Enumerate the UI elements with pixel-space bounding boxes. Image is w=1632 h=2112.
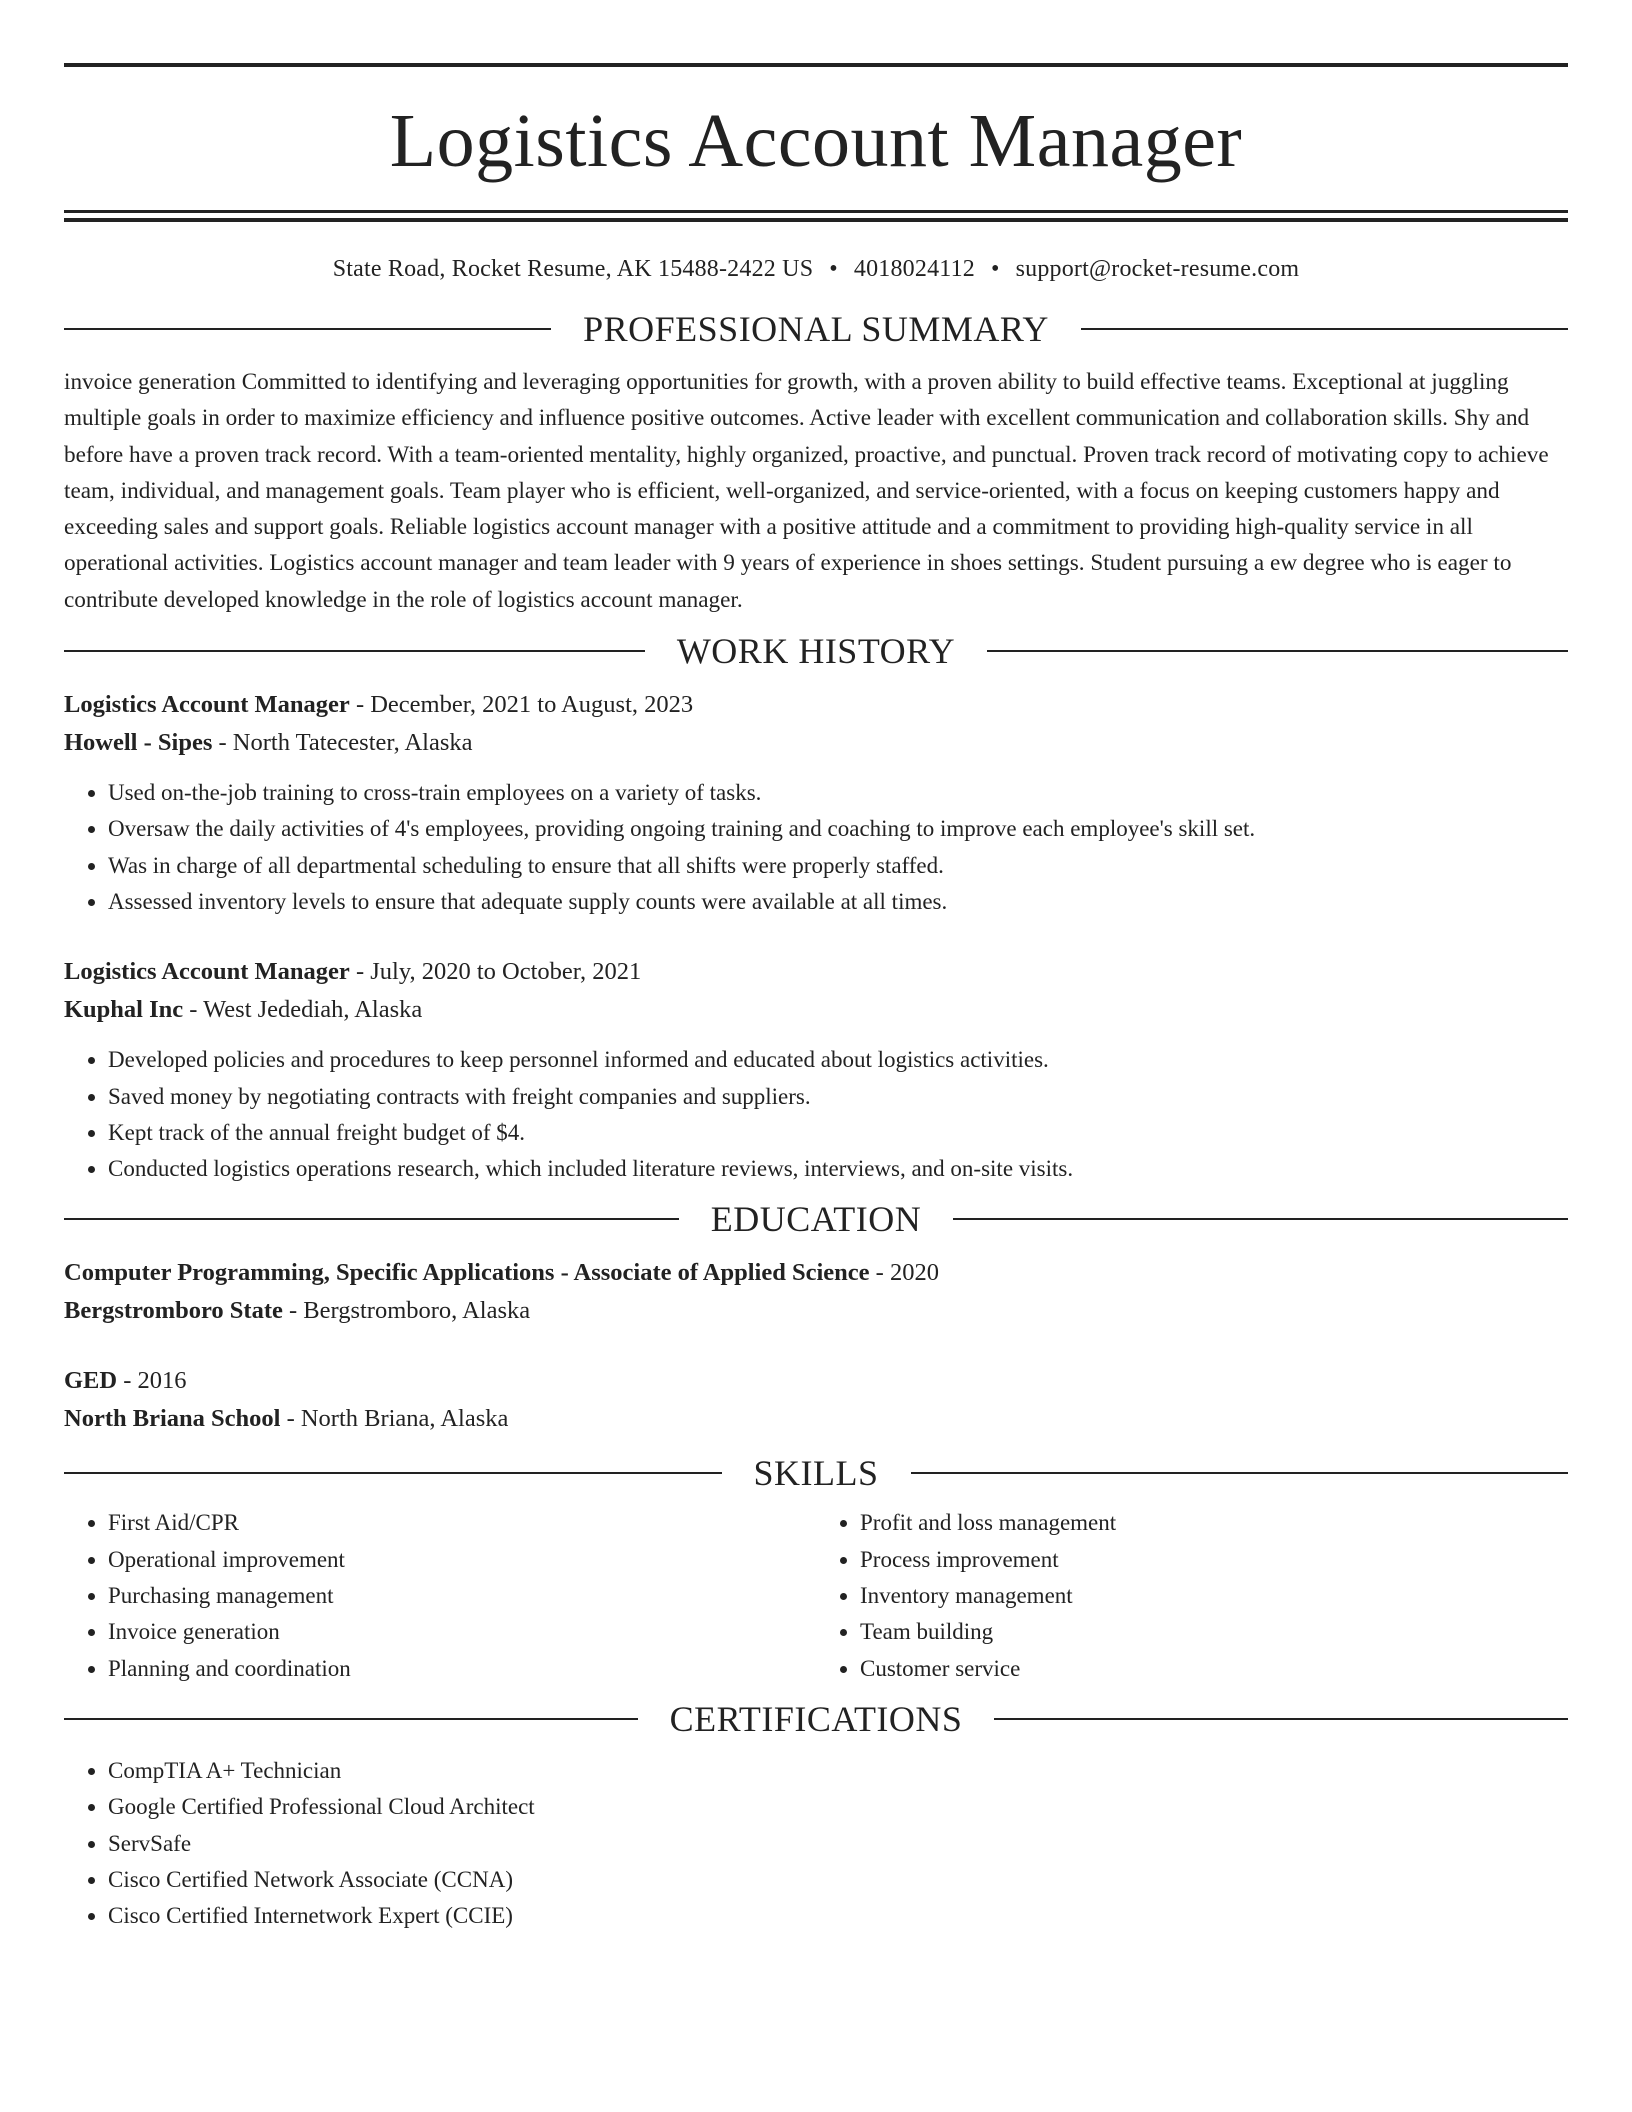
job-title-line — [64, 686, 1568, 724]
job-entry — [64, 953, 1568, 1187]
skills-grid — [64, 1505, 1568, 1686]
list-item: • Team building — [860, 1614, 1568, 1650]
job-dates: - July, 2020 to October, 2021 — [349, 958, 642, 986]
job-location: - North Tatecester, Alaska — [212, 729, 473, 757]
list-item: • Kept track of the annual freight budget of $4. — [108, 1115, 1568, 1151]
section-rule — [64, 328, 551, 330]
school-location: - Bergstromboro, Alaska — [282, 1297, 531, 1325]
list-item: • Used on-the-job training to cross-train employees on a variety of tasks. — [108, 775, 1568, 811]
summary-paragraph: invoice generation Committed to identifying and leveraging opportunities for growth, with a proven ability to build effective teams. Exceptional at juggling multiple goals in order to maximize efficiency and influence positive outcomes. Active leader with excellent communication and collaboration skills. Shy and before have a proven track record. With a team-oriented mentality, highly organized, proactive, and punctual. Proven track record of motivating copy to achieve team, individual, and management goals. Team player who is efficient, well-organized, and service-oriented, with a focus on keeping customers happy and exceeding sales and support goals. Reliable logistics account manager with a positive attitude and a commitment to providing high-quality service in all operational activities. Logistics account manager and team leader with 9 years of experience in shoes settings. Student pursuing a ew degree who is eager to contribute developed knowledge in the role of logistics account manager. — [64, 369, 1549, 613]
list-item: • Purchasing management — [108, 1578, 816, 1614]
contact-separator: • — [829, 256, 838, 282]
school: North Briana School — [64, 1405, 281, 1433]
school-location: - North Briana, Alaska — [280, 1405, 509, 1433]
education-entry — [64, 1254, 1568, 1330]
contact-address: State Road, Rocket Resume, AK 15488-2422 US — [332, 256, 814, 282]
education-entry — [64, 1362, 1568, 1438]
list-item: • Planning and coordination — [108, 1651, 816, 1687]
list-item: • Process improvement — [860, 1542, 1568, 1578]
certifications-list — [64, 1753, 1568, 1934]
contact-line — [64, 254, 1568, 284]
list-item: • Profit and loss management — [860, 1505, 1568, 1541]
list-item: • Conducted logistics operations research, which included literature reviews, interviews, and on-site visits. — [108, 1151, 1568, 1187]
list-item: • Cisco Certified Internetwork Expert (CCIE) — [108, 1898, 1568, 1934]
job-title-line — [64, 953, 1568, 991]
job-dates: - December, 2021 to August, 2023 — [349, 691, 694, 719]
list-item: • Was in charge of all departmental scheduling to ensure that all shifts were properly staffed. — [108, 848, 1568, 884]
list-item: • Customer service — [860, 1651, 1568, 1687]
section-header-certifications — [64, 1699, 1568, 1739]
section-header-skills — [64, 1453, 1568, 1493]
list-item: • Operational improvement — [108, 1542, 816, 1578]
section-rule — [64, 650, 645, 652]
skills-list-right — [816, 1505, 1568, 1686]
section-header-education — [64, 1199, 1568, 1239]
degree-year: - 2020 — [869, 1259, 939, 1287]
section-title: CERTIFICATIONS — [669, 1698, 963, 1739]
school-line — [64, 1400, 1568, 1438]
degree: Computer Programming, Specific Applications - Associate of Applied Science — [64, 1259, 870, 1287]
list-item: • Cisco Certified Network Associate (CCNA) — [108, 1862, 1568, 1898]
header-double-rule — [64, 210, 1568, 222]
section-rule — [64, 1472, 722, 1474]
section-rule — [911, 1472, 1569, 1474]
list-item: • Assessed inventory levels to ensure that adequate supply counts were available at all times. — [108, 884, 1568, 920]
list-item: • Invoice generation — [108, 1614, 816, 1650]
list-item: • Oversaw the daily activities of 4's employees, providing ongoing training and coaching to improve each employee's skill set. — [108, 811, 1568, 847]
degree-line — [64, 1254, 1568, 1292]
contact-separator: • — [990, 256, 1000, 282]
contact-phone: 4018024112 — [853, 256, 975, 282]
degree-line — [64, 1362, 1568, 1400]
job-bullets — [64, 775, 1568, 920]
list-item: • Inventory management — [860, 1578, 1568, 1614]
section-title: SKILLS — [753, 1453, 879, 1494]
list-item: • First Aid/CPR — [108, 1505, 816, 1541]
section-rule — [994, 1718, 1568, 1720]
job-entry — [64, 686, 1568, 920]
section-title: PROFESSIONAL SUMMARY — [583, 309, 1049, 349]
section-title: EDUCATION — [710, 1199, 922, 1240]
section-rule — [64, 1718, 638, 1720]
list-item: • Google Certified Professional Cloud Architect — [108, 1789, 1568, 1825]
section-rule — [953, 1218, 1568, 1220]
section-rule — [987, 650, 1568, 652]
job-title: Logistics Account Manager — [64, 691, 350, 719]
section-title: WORK HISTORY — [676, 631, 956, 672]
degree-year: - 2016 — [117, 1367, 187, 1395]
contact-email: support@rocket-resume.com — [1015, 256, 1300, 282]
list-item: • ServSafe — [108, 1826, 1568, 1862]
job-company-line — [64, 991, 1568, 1029]
school-line — [64, 1292, 1568, 1330]
top-rule — [64, 63, 1568, 67]
list-item: • CompTIA A+ Technician — [108, 1753, 1568, 1789]
job-company: Howell - Sipes — [64, 729, 213, 757]
degree: GED — [64, 1367, 118, 1395]
section-rule — [64, 1218, 679, 1220]
job-bullets — [64, 1042, 1568, 1187]
skills-list-left — [64, 1505, 816, 1686]
section-rule — [1081, 328, 1568, 330]
job-company: Kuphal Inc — [64, 996, 184, 1024]
section-header-work — [64, 631, 1568, 671]
list-item: • Developed policies and procedures to keep personnel informed and educated about logistics activities. — [108, 1042, 1568, 1078]
list-item: • Saved money by negotiating contracts with freight companies and suppliers. — [108, 1079, 1568, 1115]
job-company-line — [64, 724, 1568, 762]
candidate-name: Logistics Account Manager — [389, 99, 1243, 183]
section-header-summary — [64, 309, 1568, 349]
job-title: Logistics Account Manager — [64, 958, 350, 986]
job-location: - West Jedediah, Alaska — [183, 996, 423, 1024]
school: Bergstromboro State — [64, 1297, 283, 1325]
